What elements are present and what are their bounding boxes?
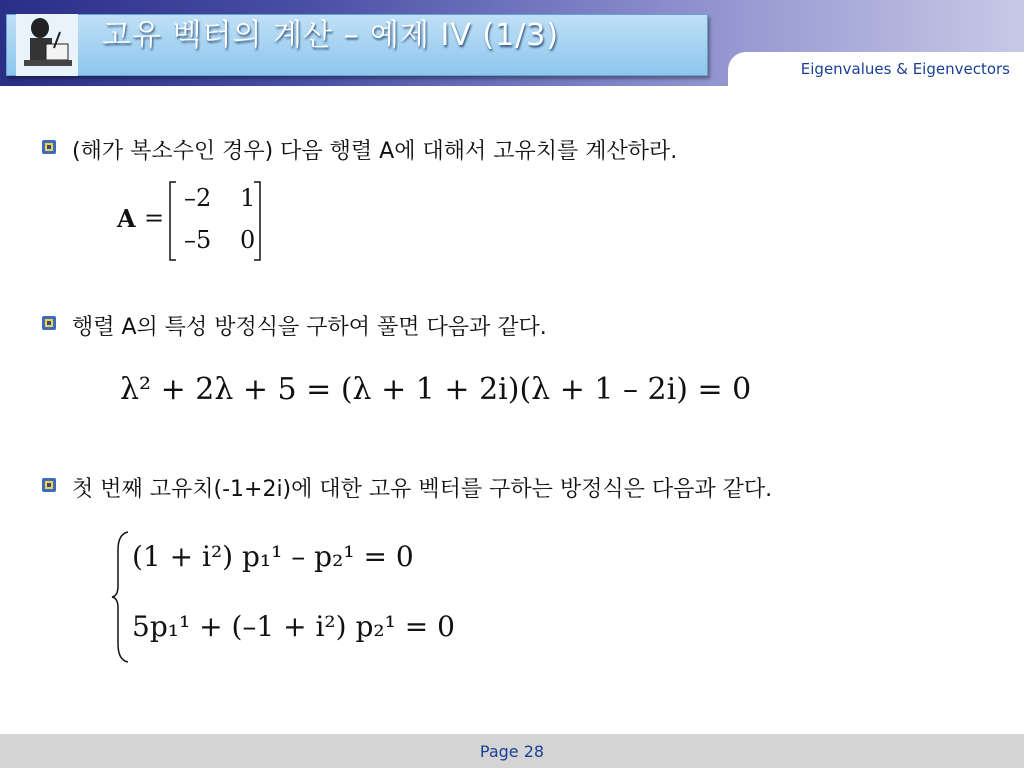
topic-tag: Eigenvalues & Eigenvectors [800,60,1010,78]
system-equation-1: (1 + i²) p₁¹ – p₂¹ = 0 [132,540,414,573]
bullet-text-1: (해가 복소수인 경우) 다음 행렬 A에 대해서 고유치를 계산하라. [72,139,678,164]
teacher-icon [16,14,78,76]
slide-title: 고유 벡터의 계산 – 예제 IV (1/3) [102,18,560,53]
matrix-equation [112,180,282,262]
matrix-name: A [117,204,136,233]
matrix-cell: –2 [184,184,212,212]
bullet-icon [42,478,56,492]
system-brace [110,530,134,664]
equals-sign: = [144,204,165,232]
header-bar [0,0,1024,86]
characteristic-equation: λ² + 2λ + 5 = (λ + 1 + 2i)(λ + 1 – 2i) = 0 [120,372,752,407]
page-number: Page 28 [479,742,545,761]
bullet-icon [42,140,56,154]
bullet-text-3: 첫 번째 고유치(-1+2i)에 대한 고유 벡터를 구하는 방정식은 다음과 같다. [72,477,773,502]
matrix-cell: –5 [184,226,212,254]
matrix-cell: 1 [240,184,256,212]
bullet-icon [42,316,56,330]
system-equation-2: 5p₁¹ + (–1 + i²) p₂¹ = 0 [132,610,455,643]
bullet-text-2: 행렬 A의 특성 방정식을 구하여 풀면 다음과 같다. [72,315,547,340]
matrix-cell: 0 [240,226,256,254]
